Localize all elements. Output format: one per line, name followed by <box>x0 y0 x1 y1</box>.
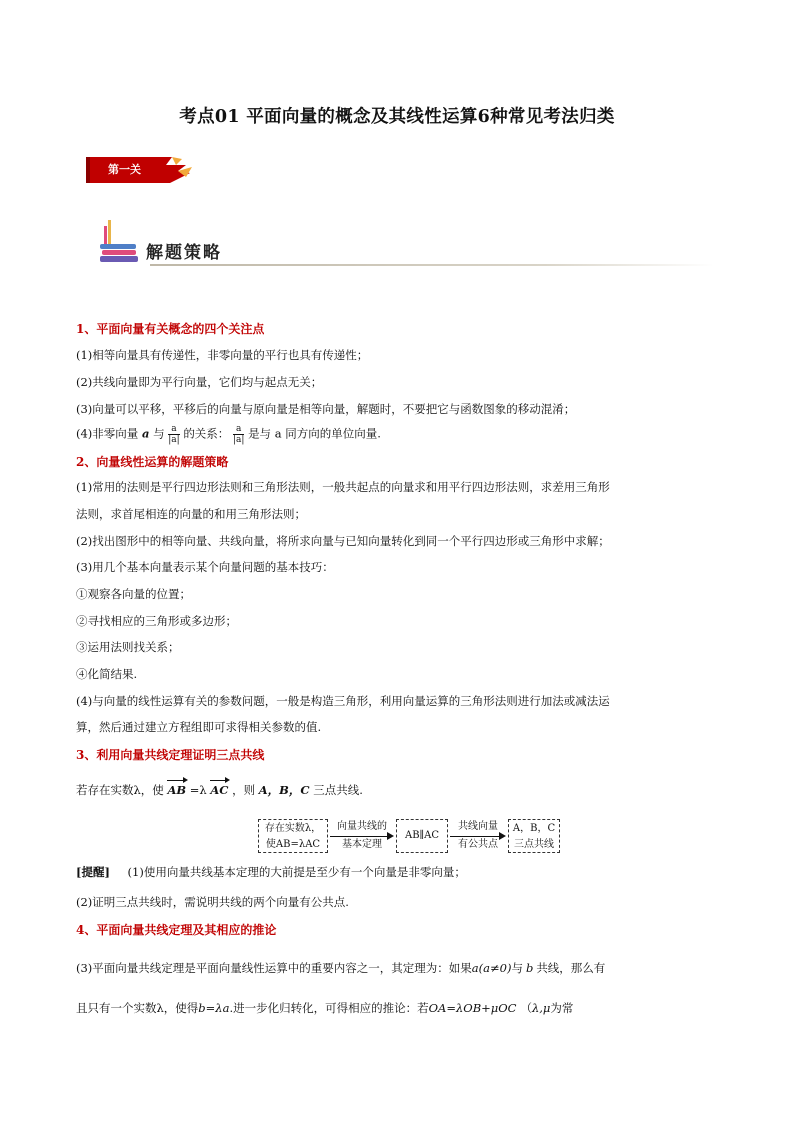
item4-text: 是与 <box>248 426 272 441</box>
section-2-heading: 2、向量线性运算的解题策略 <box>76 455 229 469</box>
flow-arrow-2: 共线向量 有公共点 <box>450 819 506 853</box>
section-2-item: (1)常用的法则是平行四边形法则和三角形法则，一般共起点的向量求和用平行四边形法则，求差用三角形 <box>76 480 610 494</box>
collinear-flowchart <box>258 819 560 857</box>
flow-arrow-1: 向量共线的 基本定理 <box>330 819 394 853</box>
section-3-heading: 3、利用向量共线定理证明三点共线 <box>76 748 265 762</box>
header-divider <box>150 264 714 266</box>
section-1-heading: 1、平面向量有关概念的四个关注点 <box>76 322 265 336</box>
item4-text: (4)非零向量 <box>76 426 139 441</box>
section-badge <box>86 153 194 187</box>
item4-var: a <box>141 426 150 441</box>
section-2-item: (4)与向量的线性运算有关的参数问题，一般是构造三角形，利用向量运算的三角形法则进行加法或减法运 <box>76 694 610 708</box>
section-4-line-1: (3)平面向量共线定理是平面向量线性运算中的重要内容之一，其定理为：如果a(a≠0)与 b 共线，那么有 <box>76 961 606 975</box>
section-2-item: 算，然后通过建立方程组即可求得相关参数的值. <box>76 720 322 734</box>
page-title: 考点01 平面向量的概念及其线性运算6种常见考法归类 <box>179 107 615 127</box>
section-4-heading: 4、平面向量共线定理及其相应的推论 <box>76 923 277 937</box>
tip-1: [提醒] (1)使用向量共线基本定理的大前提是至少有一个向量是非零向量； <box>76 865 466 879</box>
flow-box-2: AB∥AC <box>396 819 448 853</box>
vector-AB: AB <box>167 783 187 797</box>
section-2-item: 法则，求首尾相连的向量的和用三角形法则； <box>76 507 306 521</box>
section-1-item: (2)共线向量即为平行向量，它们均与起点无关； <box>76 375 323 389</box>
section-1-item-4 <box>76 424 381 445</box>
section-2-item: ③运用法则找关系； <box>76 640 180 654</box>
item4-var: a <box>274 426 282 441</box>
section-1-item: (3)向量可以平移，平移后的向量与原向量是相等向量，解题时，不要把它与函数图象的移动混淆； <box>76 402 576 416</box>
item4-text: 与 <box>153 426 165 441</box>
section-4-line-2: 且只有一个实数λ，使得b=λa.进一步化归转化，可得相应的推论：若OA=λOB+μOC （λ,μ为常 <box>76 1001 574 1015</box>
section-2-item: ④化简结果. <box>76 667 138 681</box>
item4-text: 的关系： <box>183 426 230 441</box>
badge-label: 第一关 <box>108 163 141 176</box>
tip-label: [提醒] <box>76 865 110 879</box>
unit-vector-fraction: $\frac{a}{|a|}$ <box>168 424 180 445</box>
tip-2: (2)证明三点共线时，需说明共线的两个向量有公共点. <box>76 895 349 909</box>
strategy-header <box>96 216 716 272</box>
flow-box-1: 存在实数λ， 使AB=λAC <box>258 819 328 853</box>
section-2-item: (2)找出图形中的相等向量、共线向量，将所求向量与已知向量转化到同一个平行四边形或三角形中求解； <box>76 534 610 548</box>
unit-vector-fraction: $\frac{a}{|a|}$ <box>232 424 245 445</box>
section-2-item: ①观察各向量的位置； <box>76 587 191 601</box>
item4-text: 同方向的单位向量. <box>285 426 381 441</box>
strategy-label: 解题策略 <box>146 243 222 263</box>
vector-AC: AC <box>210 783 229 797</box>
section-2-item: ②寻找相应的三角形或多边形； <box>76 614 237 628</box>
section-1-item: (1)相等向量具有传递性，非零向量的平行也具有传递性； <box>76 348 369 362</box>
flow-box-3: A，B，C 三点共线 <box>508 819 560 853</box>
section-3-statement: 若存在实数λ，使 AB =λ AC ，则 A，B，C 三点共线. <box>76 783 363 797</box>
section-2-item: (3)用几个基本向量表示某个向量问题的基本技巧： <box>76 560 334 574</box>
books-icon <box>96 216 148 268</box>
